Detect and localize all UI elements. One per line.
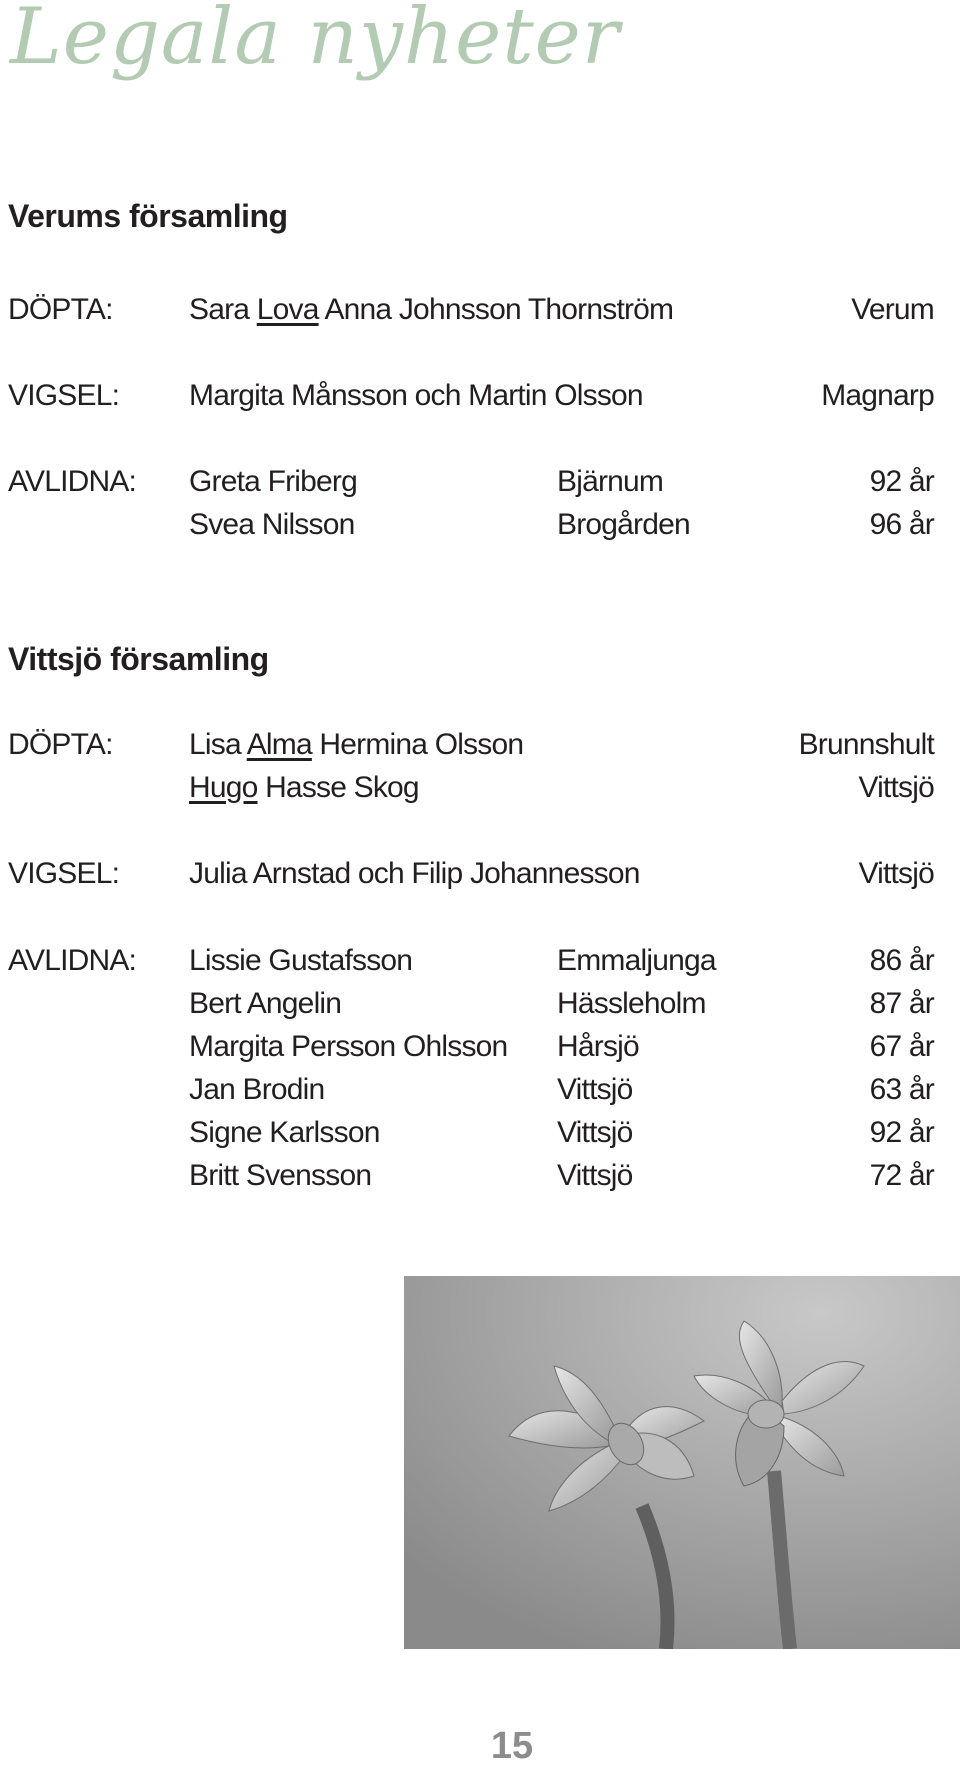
name-underlined: Lova xyxy=(256,293,319,326)
age: 63 år xyxy=(869,1073,934,1106)
vigsel-label: VIGSEL: xyxy=(8,857,120,890)
name-part: Sara xyxy=(189,293,257,326)
deceased-name: Margita Persson Ohlsson xyxy=(189,1030,508,1063)
vittsjo-avlidna-row xyxy=(0,1030,960,1074)
age: 92 år xyxy=(869,1116,934,1149)
avlidna-label: AVLIDNA: xyxy=(8,944,137,977)
age: 96 år xyxy=(869,508,934,541)
name-underlined: Hugo xyxy=(189,771,258,804)
baptized-name xyxy=(189,293,673,327)
name-underlined: Alma xyxy=(246,728,312,761)
vittsjo-dopta-row xyxy=(0,728,960,772)
vittsjo-avlidna-row xyxy=(0,1073,960,1117)
vittsjo-avlidna-row xyxy=(0,944,960,988)
place: Vittsjö xyxy=(858,857,934,890)
baptized-name xyxy=(189,771,419,805)
dopta-label: DÖPTA: xyxy=(8,293,113,326)
vittsjo-avlidna-row xyxy=(0,987,960,1031)
place: Bjärnum xyxy=(557,465,664,498)
age: 87 år xyxy=(869,987,934,1020)
verum-avlidna-row xyxy=(0,465,960,509)
vittsjo-avlidna-row xyxy=(0,1159,960,1203)
name-part: Hasse Skog xyxy=(257,771,419,804)
deceased-name: Signe Karlsson xyxy=(189,1116,380,1149)
vigsel-label: VIGSEL: xyxy=(8,379,120,412)
name-part: Hermina Olsson xyxy=(311,728,524,761)
verum-dopta-row xyxy=(0,293,960,337)
place: Magnarp xyxy=(821,379,934,412)
age: 92 år xyxy=(869,465,934,498)
deceased-name: Greta Friberg xyxy=(189,465,357,498)
page-title: Legala nyheter xyxy=(10,0,621,82)
place: Hårsjö xyxy=(557,1030,639,1063)
place: Vittsjö xyxy=(557,1116,633,1149)
vittsjo-vigsel-row xyxy=(0,857,960,901)
deceased-name: Svea Nilsson xyxy=(189,508,355,541)
section-heading-verum: Verums församling xyxy=(8,198,288,234)
baptized-name xyxy=(189,728,523,762)
vittsjo-dopta-row xyxy=(0,771,960,815)
couple-names: Margita Månsson och Martin Olsson xyxy=(189,379,643,412)
section-heading-vittsjo: Vittsjö församling xyxy=(8,641,269,677)
verum-vigsel-row xyxy=(0,379,960,423)
place: Vittsjö xyxy=(858,771,934,804)
place: Vittsjö xyxy=(557,1073,633,1106)
place: Emmaljunga xyxy=(557,944,716,977)
place: Vittsjö xyxy=(557,1159,633,1192)
vittsjo-avlidna-row xyxy=(0,1116,960,1160)
couple-names: Julia Arnstad och Filip Johannesson xyxy=(189,857,640,890)
age: 86 år xyxy=(869,944,934,977)
daffodil-photo xyxy=(404,1276,960,1649)
age: 72 år xyxy=(869,1159,934,1192)
place: Brunnshult xyxy=(798,728,934,761)
dopta-label: DÖPTA: xyxy=(8,728,113,761)
deceased-name: Jan Brodin xyxy=(189,1073,325,1106)
age: 67 år xyxy=(869,1030,934,1063)
avlidna-label: AVLIDNA: xyxy=(8,465,137,498)
name-part: Lisa xyxy=(189,728,247,761)
name-part: Anna Johnsson Thornström xyxy=(318,293,674,326)
place: Verum xyxy=(851,293,934,326)
verum-avlidna-row xyxy=(0,508,960,552)
deceased-name: Britt Svensson xyxy=(189,1159,372,1192)
page-number: 15 xyxy=(490,1725,534,1767)
place: Brogården xyxy=(557,508,690,541)
deceased-name: Lissie Gustafsson xyxy=(189,944,413,977)
place: Hässleholm xyxy=(557,987,706,1020)
deceased-name: Bert Angelin xyxy=(189,987,342,1020)
